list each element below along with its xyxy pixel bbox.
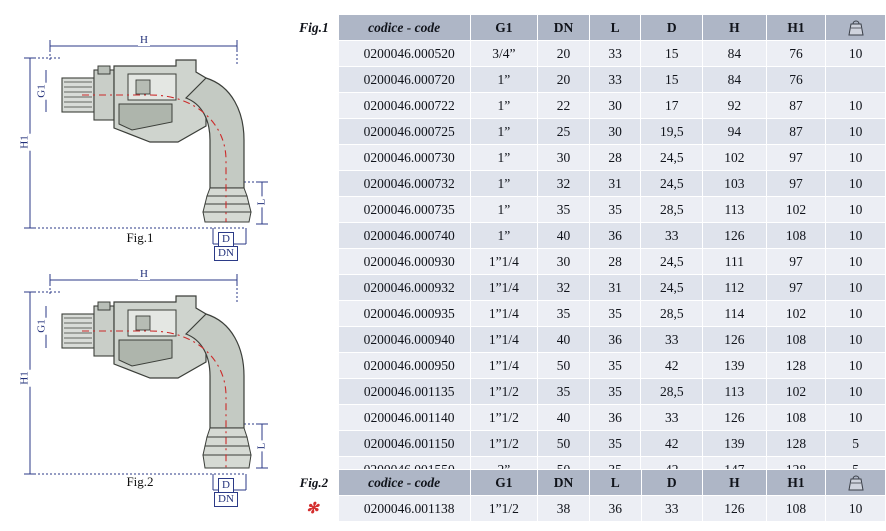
cell-d: 24,5 [641,145,703,171]
spec-table-2 [286,469,886,522]
cell-h: 94 [703,119,767,145]
cell-pack: 10 [826,353,886,379]
fig1-dim-dn: DN [214,246,238,261]
fig2-caption: Fig.2 [126,474,154,489]
cell-l: 35 [589,379,641,405]
cell-dn: 32 [538,171,590,197]
row-spacer [286,197,338,223]
table-row[interactable] [286,67,886,93]
row-spacer [286,93,338,119]
row-spacer [286,41,338,67]
asterisk-icon: ✻ [306,501,319,517]
cell-h1: 97 [766,275,826,301]
cell-h1: 97 [766,145,826,171]
fig2-dim-l: L [255,442,268,450]
cell-h: 111 [703,249,767,275]
cell-dn: 32 [538,275,590,301]
cell-dn: 50 [538,431,590,457]
cell-h1: 102 [766,379,826,405]
cell-code: 0200046.000520 [338,41,470,67]
pack-bag-icon [846,19,866,37]
cell-dn: 40 [538,223,590,249]
cell-l: 33 [589,67,641,93]
table1-header-h1: H1 [766,15,826,41]
cell-pack: 10 [826,496,886,522]
cell-h1: 108 [766,496,826,522]
cell-h: 84 [703,67,767,93]
row-spacer [286,67,338,93]
table1-fig-label: Fig.1 [286,15,338,41]
cell-pack: 10 [826,119,886,145]
cell-l: 28 [589,249,641,275]
fig1-dim-h: H [140,34,148,46]
cell-d: 28,5 [641,197,703,223]
cell-d: 33 [641,223,703,249]
table2-header-h1: H1 [766,470,826,496]
cell-l: 30 [589,119,641,145]
row-spacer [286,301,338,327]
cell-h1: 87 [766,119,826,145]
cell-d: 42 [641,431,703,457]
cell-code: 0200046.000725 [338,119,470,145]
cell-g1: 1”1/4 [470,249,538,275]
cell-l: 35 [589,197,641,223]
cell-pack: 5 [826,431,886,457]
cell-pack: 10 [826,405,886,431]
table-row[interactable] [286,353,886,379]
cell-code: 0200046.000950 [338,353,470,379]
cell-dn: 35 [538,197,590,223]
cell-h: 139 [703,431,767,457]
table-row[interactable] [286,171,886,197]
row-spacer [286,405,338,431]
cell-g1: 1” [470,67,538,93]
cell-h1: 108 [766,405,826,431]
cell-dn: 30 [538,249,590,275]
table-row[interactable] [286,327,886,353]
cell-h: 126 [703,223,767,249]
spec-table-1 [286,14,886,483]
row-spacer [286,353,338,379]
cell-d: 33 [641,405,703,431]
cell-h1: 76 [766,67,826,93]
cell-code: 0200046.000730 [338,145,470,171]
cell-l: 35 [589,431,641,457]
cell-h: 112 [703,275,767,301]
cell-g1: 1” [470,93,538,119]
cell-pack: 10 [826,171,886,197]
row-spacer [286,171,338,197]
row-spacer [286,145,338,171]
cell-dn: 22 [538,93,590,119]
cell-g1: 1”1/4 [470,327,538,353]
cell-h: 139 [703,353,767,379]
cell-h: 113 [703,197,767,223]
table1-header-g1: G1 [470,15,538,41]
cell-dn: 40 [538,405,590,431]
table-row[interactable] [286,379,886,405]
pack-bag-icon [846,474,866,492]
cell-g1: 1”1/2 [470,496,538,522]
cell-g1: 1”1/4 [470,353,538,379]
cell-l: 36 [589,327,641,353]
cell-h: 113 [703,379,767,405]
table1-header-pack [826,15,886,41]
table-row[interactable] [286,301,886,327]
cell-dn: 20 [538,67,590,93]
cell-code: 0200046.000940 [338,327,470,353]
fig2-dim-d: D [218,478,234,493]
cell-h1: 97 [766,171,826,197]
cell-d: 28,5 [641,301,703,327]
cell-pack: 10 [826,327,886,353]
fig1-dim-g1: G1 [35,84,48,98]
table1-header-d: D [641,15,703,41]
cell-dn: 38 [538,496,590,522]
row-spacer [286,275,338,301]
cell-d: 42 [641,353,703,379]
cell-d: 33 [641,496,703,522]
figure-2 [0,262,286,531]
cell-l: 30 [589,93,641,119]
cell-h1: 97 [766,249,826,275]
cell-l: 36 [589,223,641,249]
cell-h1: 102 [766,197,826,223]
cell-dn: 25 [538,119,590,145]
cell-h: 103 [703,171,767,197]
cell-h1: 128 [766,353,826,379]
fig1-caption: Fig.1 [126,230,154,245]
row-spacer [286,223,338,249]
cell-code: 0200046.000930 [338,249,470,275]
cell-d: 15 [641,67,703,93]
cell-code: 0200046.000720 [338,67,470,93]
cell-l: 28 [589,145,641,171]
cell-g1: 1” [470,145,538,171]
cell-pack [826,67,886,93]
figure-1 [0,0,286,262]
table2-header-row [286,470,886,496]
cell-g1: 1” [470,171,538,197]
table1-header-code: codice - code [338,15,470,41]
cell-h: 92 [703,93,767,119]
cell-l: 33 [589,41,641,67]
cell-d: 33 [641,327,703,353]
cell-g1: 1”1/2 [470,431,538,457]
cell-l: 31 [589,275,641,301]
cell-pack: 10 [826,197,886,223]
cell-g1: 1”1/2 [470,379,538,405]
cell-code: 0200046.000722 [338,93,470,119]
cell-code: 0200046.000735 [338,197,470,223]
cell-h1: 128 [766,431,826,457]
cell-h1: 87 [766,93,826,119]
cell-pack: 10 [826,145,886,171]
table-row[interactable] [286,93,886,119]
fig1-dim-h1: H1 [18,135,31,149]
cell-l: 31 [589,171,641,197]
table1-header-h: H [703,15,767,41]
cell-pack: 10 [826,223,886,249]
cell-dn: 35 [538,379,590,405]
cell-pack: 10 [826,249,886,275]
cell-h1: 108 [766,223,826,249]
cell-pack: 10 [826,301,886,327]
cell-d: 15 [641,41,703,67]
fig2-dim-h: H [140,268,148,280]
table-row[interactable] [286,405,886,431]
cell-h: 126 [703,327,767,353]
cell-d: 24,5 [641,171,703,197]
cell-pack: 10 [826,275,886,301]
table-row[interactable] [286,223,886,249]
table1-header-dn: DN [538,15,590,41]
table2-header-h: H [703,470,767,496]
table-row[interactable] [286,145,886,171]
cell-g1: 1”1/4 [470,301,538,327]
table-row[interactable] [286,119,886,145]
cell-g1: 3/4” [470,41,538,67]
cell-g1: 1”1/2 [470,405,538,431]
cell-l: 36 [589,405,641,431]
cell-code: 0200046.001150 [338,431,470,457]
cell-code: 0200046.001138 [338,496,470,522]
cell-code: 0200046.000732 [338,171,470,197]
cell-pack: 10 [826,41,886,67]
fig2-dim-h1: H1 [18,371,31,385]
cell-h: 126 [703,405,767,431]
cell-l: 35 [589,353,641,379]
table2-header-pack [826,470,886,496]
cell-h: 102 [703,145,767,171]
cell-l: 35 [589,301,641,327]
cell-d: 17 [641,93,703,119]
table2-header-code: codice - code [338,470,470,496]
table-row[interactable] [286,41,886,67]
cell-d: 24,5 [641,249,703,275]
table1-header-row [286,15,886,41]
cell-code: 0200046.001140 [338,405,470,431]
fig2-dim-dn: DN [214,492,238,507]
table-row[interactable] [286,496,886,522]
cell-h: 84 [703,41,767,67]
cell-code: 0200046.000932 [338,275,470,301]
cell-h1: 108 [766,327,826,353]
cell-d: 24,5 [641,275,703,301]
table2-header-dn: DN [538,470,590,496]
row-marker [286,496,338,522]
cell-pack: 10 [826,93,886,119]
row-spacer [286,119,338,145]
cell-g1: 1” [470,223,538,249]
cell-dn: 30 [538,145,590,171]
cell-g1: 1” [470,119,538,145]
figure-2-drawing [0,262,286,531]
fig1-dim-d: D [218,232,234,247]
cell-dn: 20 [538,41,590,67]
cell-code: 0200046.000740 [338,223,470,249]
table-row[interactable] [286,275,886,301]
cell-l: 36 [589,496,641,522]
table2-header-l: L [589,470,641,496]
fig1-dim-l: L [255,198,268,206]
row-spacer [286,379,338,405]
cell-code: 0200046.001135 [338,379,470,405]
row-spacer [286,431,338,457]
row-spacer [286,327,338,353]
cell-d: 19,5 [641,119,703,145]
table2-header-g1: G1 [470,470,538,496]
cell-h1: 76 [766,41,826,67]
table2-fig-label: Fig.2 [286,470,338,496]
cell-dn: 50 [538,353,590,379]
cell-pack: 10 [826,379,886,405]
cell-h: 114 [703,301,767,327]
table-row[interactable] [286,249,886,275]
spec-tables [286,0,886,531]
fig2-dim-g1: G1 [35,319,48,333]
table-row[interactable] [286,431,886,457]
drawing-panel [0,0,286,531]
cell-dn: 35 [538,301,590,327]
row-spacer [286,249,338,275]
table2-header-d: D [641,470,703,496]
table-row[interactable] [286,197,886,223]
cell-g1: 1” [470,197,538,223]
cell-dn: 40 [538,327,590,353]
cell-h: 126 [703,496,767,522]
cell-h1: 102 [766,301,826,327]
cell-d: 28,5 [641,379,703,405]
table1-header-l: L [589,15,641,41]
cell-code: 0200046.000935 [338,301,470,327]
cell-g1: 1”1/4 [470,275,538,301]
